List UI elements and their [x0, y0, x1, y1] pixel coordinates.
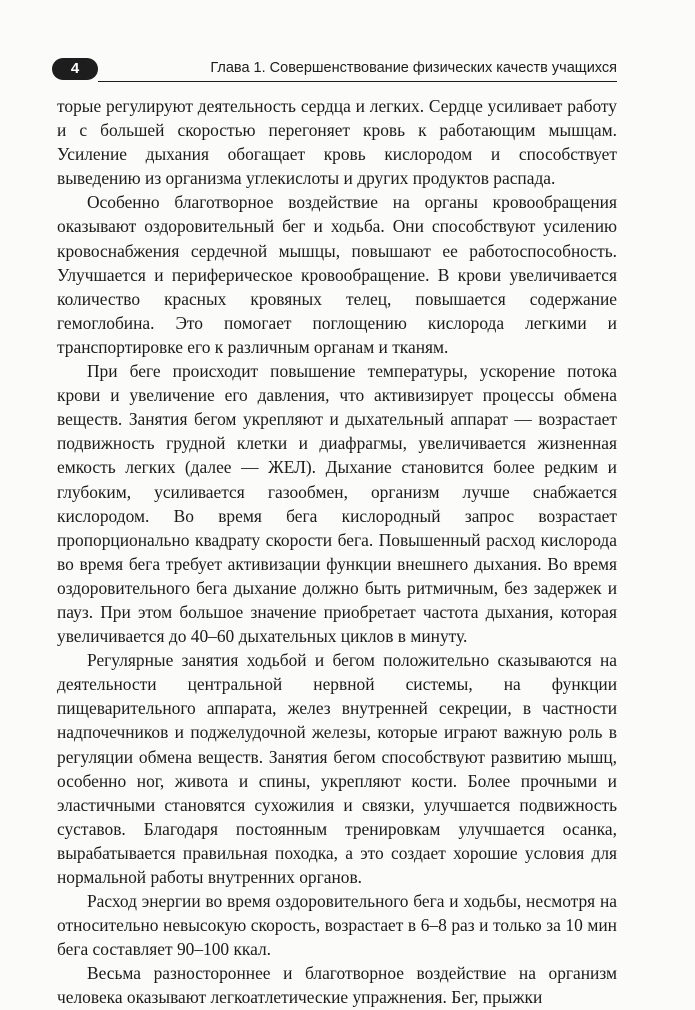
paragraph: Особенно благотворное воздействие на органы кровообращения оказывают оздоровительный бег и ходьба. Они способствуют усилению кровоснабжения сердечной мышцы, повышают ее работоспособность. Улучшается и периферическое кровообращение. В крови увеличивается количество красных кровяных телец, повышается содержание гемоглобина. Это помогает поглощению кислорода легкими и транспортировке его к различным органам и тканям.: [57, 192, 617, 357]
paragraph: Весьма разностороннее и благотворное воздействие на организм человека оказывают легкоатлетические упражнения. Бег, прыжки: [57, 963, 617, 1008]
paragraph: Расход энергии во время оздоровительного бега и ходьбы, несмотря на относительно невысокую скорость, возрастает в 6–8 раз и только за 10 мин бега составляет 90–100 ккал.: [57, 891, 617, 960]
page-header: [52, 56, 617, 82]
header-rule: [98, 81, 617, 82]
paragraph-continuation: торые регулируют деятельность сердца и легких. Сердце усиливает работу и с большей скоростью перегоняет кровь к работающим мышцам. Усиление дыхания обогащает кровь кислородом и способствует выведению из организма углекислоты и других продуктов распада.: [57, 96, 617, 189]
paragraph: При беге происходит повышение температуры, ускорение потока крови и увеличение его давления, что активизирует процессы обмена веществ. Занятия бегом укрепляют и дыхательный аппарат — возрастает подвижность грудной клетки и диафрагмы, увеличивается жизненная емкость легких (далее — ЖЕЛ). Дыхание становится более редким и глубоким, усиливается газообмен, организм лучше снабжается кислородом. Во время бега кислородный запрос возрастает пропорционально квадрату скорости бега. Повышенный расход кислорода во время бега требует активизации функции внешнего дыхания. Во время оздоровительного бега дыхание должно быть ритмичным, без задержек и пауз. При этом большое значение приобретает частота дыхания, которая увеличивается до 40–60 дыхательных циклов в минуту.: [57, 361, 617, 647]
running-title: Глава 1. Совершенствование физических качеств учащихся: [210, 60, 617, 76]
paragraph: Регулярные занятия ходьбой и бегом положительно сказываются на деятельности центральной нервной системы, на функции пищеварительного аппарата, желез внутренней секреции, в частности надпочечников и поджелудочной железы, которые играют важную роль в регуляции обмена веществ. Занятия бегом способствуют развитию мышц, особенно ног, живота и спины, укрепляют кости. Более прочными и эластичными становятся сухожилия и связки, улучшается подвижность суставов. Благодаря постоянным тренировкам улучшается осанка, вырабатывается правильная походка, а это создает хорошие условия для нормальной работы внутренних органов.: [57, 650, 617, 887]
page-number: 4: [52, 58, 98, 80]
body-text: [57, 94, 617, 1010]
